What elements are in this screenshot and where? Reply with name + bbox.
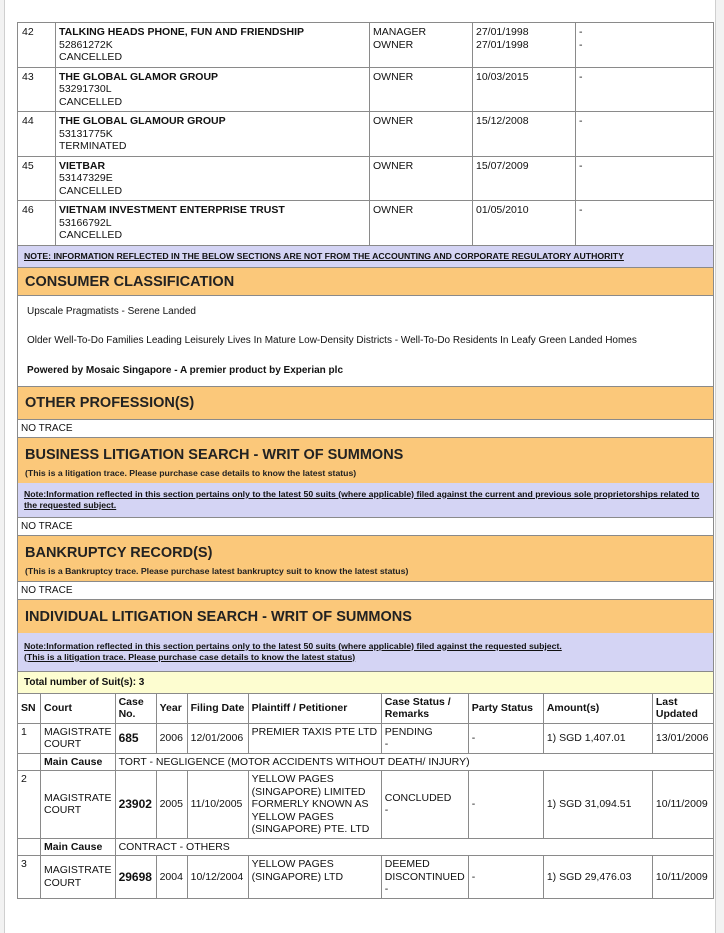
main-cause-row — [18, 753, 714, 771]
position: OWNER — [373, 70, 414, 83]
entity-status: TERMINATED — [59, 140, 127, 152]
consumer-segment: Upscale Pragmatists - Serene Landed — [27, 305, 196, 317]
suit-case-no: 23902 — [115, 771, 156, 839]
col-case-status: Case Status / Remarks — [381, 693, 468, 723]
col-amount: Amount(s) — [543, 693, 652, 723]
business-litigation-value: NO TRACE — [17, 517, 714, 536]
suit-sn: 3 — [18, 856, 41, 899]
date-cell — [473, 156, 576, 201]
position-cell — [370, 67, 473, 112]
position: OWNER — [373, 204, 414, 216]
main-cause-spacer — [18, 753, 41, 771]
consumer-classification-heading: CONSUMER CLASSIFICATION — [17, 267, 714, 295]
position: MANAGER — [373, 26, 427, 38]
suit-last-updated: 10/11/2009 — [652, 771, 713, 839]
entity-status: CANCELLED — [59, 51, 123, 63]
position-cell — [370, 201, 473, 246]
entity-reg-no: 53131775K — [59, 127, 113, 140]
suit-case-no: 685 — [115, 723, 156, 753]
suit-case-status: CONCLUDED — [384, 791, 452, 804]
business-litigation-heading: BUSINESS LITIGATION SEARCH - WRIT OF SUMMONS — [17, 438, 714, 468]
entity-cell — [56, 23, 370, 68]
col-year: Year — [156, 693, 187, 723]
row-sn: 46 — [18, 201, 56, 246]
suit-case-status-cell — [381, 723, 468, 753]
suit-filing-date: 11/10/2005 — [187, 771, 248, 839]
suit-party-status: - — [468, 723, 543, 753]
row-sn: 42 — [18, 23, 56, 68]
suit-sn: 1 — [18, 723, 41, 753]
position-cell — [370, 156, 473, 201]
entity-name: THE GLOBAL GLAMOR GROUP — [59, 70, 219, 83]
total-suits: Total number of Suit(s): 3 — [17, 671, 714, 693]
suit-plaintiff: PREMIER TAXIS PTE LTD — [248, 723, 381, 753]
suit-case-no: 29698 — [115, 856, 156, 899]
suit-case-status: DEEMED DISCONTINUED — [384, 858, 465, 883]
bankruptcy-heading: BANKRUPTCY RECORD(S) — [17, 536, 714, 566]
consumer-description: Older Well-To-Do Families Leading Leisurely Lives In Mature Low-Density Districts - Well-To-Do Residents In Leafy Green Landed Homes — [27, 334, 637, 346]
suit-row — [18, 723, 714, 753]
date-cell — [473, 112, 576, 157]
entity-cell — [56, 67, 370, 112]
individual-litigation-note — [17, 633, 714, 671]
entity-name: VIETBAR — [59, 159, 106, 172]
entity-cell — [56, 112, 370, 157]
start-date: 15/07/2009 — [476, 159, 529, 172]
position-cell — [370, 112, 473, 157]
suit-year: 2006 — [156, 723, 187, 753]
individual-litigation-note-line1: Note:Information reflected in this section pertains only to the latest 50 suits (where applicable) filed against the requested subject. — [24, 640, 562, 651]
bankruptcy-value: NO TRACE — [17, 581, 714, 600]
other-profession-heading: OTHER PROFESSION(S) — [17, 387, 714, 419]
end-date: - — [579, 115, 583, 127]
entity-name: VIETNAM INVESTMENT ENTERPRISE TRUST — [59, 204, 285, 216]
suit-row — [18, 856, 714, 899]
position: OWNER — [373, 115, 414, 127]
end-date: - — [579, 38, 583, 51]
suit-plaintiff: YELLOW PAGES (SINGAPORE) LIMITED FORMERLY KNOWN AS YELLOW PAGES (SINGAPORE) PTE. LTD — [248, 771, 381, 839]
date-cell — [473, 201, 576, 246]
suit-remarks: - — [384, 738, 389, 750]
position: OWNER — [373, 159, 414, 172]
business-litigation-subtitle: (This is a litigation trace. Please purchase case details to know the latest status) — [17, 468, 714, 483]
business-interest-row — [18, 67, 714, 112]
litigation-table — [17, 693, 714, 899]
consumer-classification-box — [17, 295, 714, 387]
date-cell — [473, 67, 576, 112]
suit-amount: 1) SGD 31,094.51 — [543, 771, 652, 839]
date-cell — [473, 23, 576, 68]
suit-case-status-cell — [381, 856, 468, 899]
entity-status: CANCELLED — [59, 95, 123, 108]
entity-status: CANCELLED — [59, 184, 123, 197]
suit-court: MAGISTRATE COURT — [41, 856, 116, 899]
report-content — [17, 22, 714, 899]
suit-last-updated: 10/11/2009 — [652, 856, 713, 899]
suit-last-updated: 13/01/2006 — [652, 723, 713, 753]
main-cause-spacer — [18, 838, 41, 856]
start-date: 27/01/1998 — [476, 38, 529, 51]
main-cause-row — [18, 838, 714, 856]
suit-court: MAGISTRATE COURT — [41, 723, 116, 753]
other-profession-value: NO TRACE — [17, 419, 714, 438]
entity-reg-no: 53147329E — [59, 172, 113, 184]
col-case-no: Case No. — [115, 693, 156, 723]
col-last-updated: Last Updated — [652, 693, 713, 723]
suit-court: MAGISTRATE COURT — [41, 771, 116, 839]
suit-year: 2005 — [156, 771, 187, 839]
start-date: 27/01/1998 — [476, 26, 529, 38]
business-interest-row — [18, 156, 714, 201]
suit-case-status-cell — [381, 771, 468, 839]
entity-cell — [56, 156, 370, 201]
entity-cell — [56, 201, 370, 246]
individual-litigation-heading: INDIVIDUAL LITIGATION SEARCH - WRIT OF SUMMONS — [17, 600, 714, 633]
entity-status: CANCELLED — [59, 229, 123, 241]
end-date: - — [579, 26, 583, 38]
start-date: 15/12/2008 — [476, 115, 529, 127]
end-cell — [576, 67, 714, 112]
suit-remarks: - — [384, 883, 389, 895]
acra-note: NOTE: INFORMATION REFLECTED IN THE BELOW SECTIONS ARE NOT FROM THE ACCOUNTING AND CORPORATE REGULATORY AUTHORITY — [17, 246, 714, 267]
bankruptcy-subtitle: (This is a Bankruptcy trace. Please purchase latest bankruptcy suit to know the latest status) — [17, 566, 714, 581]
business-interest-row — [18, 201, 714, 246]
business-interest-table — [17, 22, 714, 246]
end-date: - — [579, 159, 583, 172]
suit-party-status: - — [468, 771, 543, 839]
start-date: 10/03/2015 — [476, 70, 529, 83]
entity-reg-no: 52861272K — [59, 38, 113, 51]
col-filing-date: Filing Date — [187, 693, 248, 723]
report-page — [4, 0, 716, 933]
row-sn: 43 — [18, 67, 56, 112]
main-cause-value: CONTRACT - OTHERS — [115, 838, 713, 856]
suit-filing-date: 12/01/2006 — [187, 723, 248, 753]
row-sn: 45 — [18, 156, 56, 201]
col-party-status: Party Status — [468, 693, 543, 723]
suit-plaintiff: YELLOW PAGES (SINGAPORE) LTD — [248, 856, 381, 899]
row-sn: 44 — [18, 112, 56, 157]
col-court: Court — [41, 693, 116, 723]
main-cause-value: TORT - NEGLIGENCE (MOTOR ACCIDENTS WITHOUT DEATH/ INJURY) — [115, 753, 713, 771]
suit-year: 2004 — [156, 856, 187, 899]
main-cause-label: Main Cause — [41, 838, 116, 856]
suit-remarks: - — [384, 804, 389, 817]
end-date: - — [579, 70, 583, 83]
entity-reg-no: 53291730L — [59, 83, 112, 95]
suit-party-status: - — [468, 856, 543, 899]
position: OWNER — [373, 38, 414, 51]
suit-amount: 1) SGD 1,407.01 — [543, 723, 652, 753]
col-sn: SN — [18, 693, 41, 723]
business-interest-row — [18, 112, 714, 157]
mosaic-credit: Powered by Mosaic Singapore - A premier product by Experian plc — [27, 364, 344, 376]
end-cell — [576, 112, 714, 157]
individual-litigation-note-line2: (This is a litigation trace. Please purchase case details to know the latest status) — [24, 651, 356, 662]
end-cell — [576, 23, 714, 68]
suit-amount: 1) SGD 29,476.03 — [543, 856, 652, 899]
entity-name: THE GLOBAL GLAMOUR GROUP — [59, 115, 226, 127]
end-date: - — [579, 204, 583, 216]
suit-filing-date: 10/12/2004 — [187, 856, 248, 899]
position-cell — [370, 23, 473, 68]
suit-sn: 2 — [18, 771, 41, 839]
col-plaintiff: Plaintiff / Petitioner — [248, 693, 381, 723]
entity-name: TALKING HEADS PHONE, FUN AND FRIENDSHIP — [59, 26, 305, 38]
main-cause-label: Main Cause — [41, 753, 116, 771]
business-interest-row — [18, 23, 714, 68]
start-date: 01/05/2010 — [476, 204, 529, 216]
suit-case-status: PENDING — [384, 725, 433, 738]
business-litigation-note: Note:Information reflected in this section pertains only to the latest 50 suits (where applicable) filed against the current and previous sole proprietorships related to the requested subject. — [17, 483, 714, 517]
entity-reg-no: 53166792L — [59, 216, 112, 229]
end-cell — [576, 201, 714, 246]
suit-row — [18, 771, 714, 839]
end-cell — [576, 156, 714, 201]
